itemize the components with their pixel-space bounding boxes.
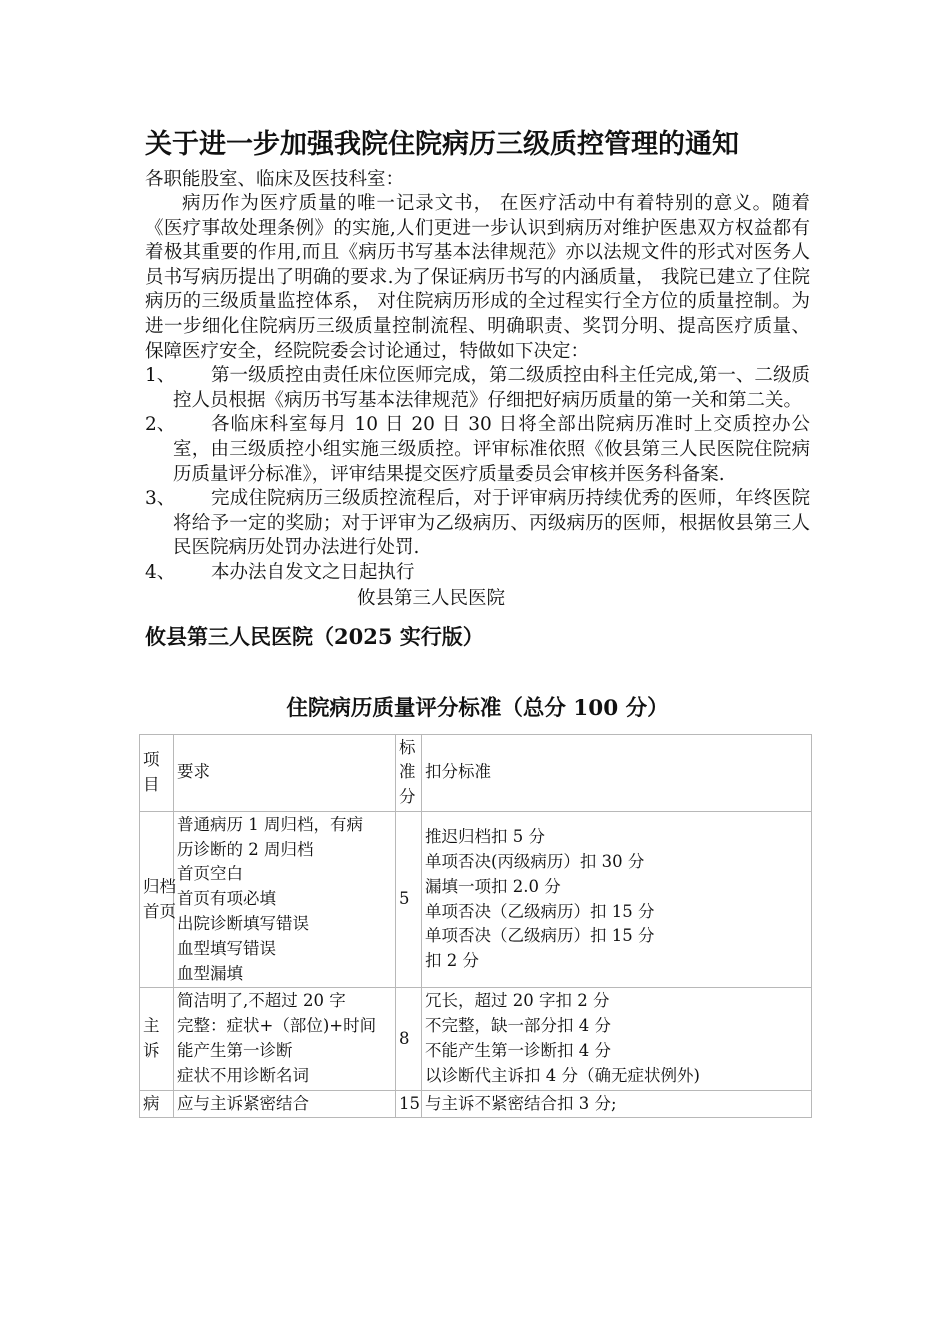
item-text: 本办法自发文之日起执行	[211, 561, 415, 583]
list-item	[145, 413, 810, 487]
scoring-table	[139, 734, 812, 1119]
item-number: 3、	[145, 488, 176, 510]
item-text: 第一级质控由责任床位医师完成，第二级质控由科主任完成,第一、二级质控人员根据《病历书写基本法律规范》仔细把好病历质量的第一关和第二关。	[173, 365, 810, 411]
header-deduction: 扣分标准	[422, 734, 812, 811]
row-deductions: 推迟归档扣 5 分 单项否决(丙级病历）扣 30 分 漏填一项扣 2.0 分 单项否决（乙级病历）扣 15 分 单项否决（乙级病历）扣 15 分 扣 2 分	[422, 811, 812, 988]
table-title: 住院病历质量评分标准（总分 100 分）	[286, 695, 669, 721]
notice-title: 关于进一步加强我院住院病历三级质控管理的通知	[145, 129, 739, 160]
list-item	[145, 561, 810, 586]
row-requirements: 普通病历 1 周归档，有病 历诊断的 2 周归档 首页空白 首页有项必填 出院诊断填写错误 血型填写错误 血型漏填	[174, 811, 396, 988]
list-item	[145, 364, 810, 413]
header-project: 项目	[140, 734, 174, 811]
row-deductions: 与主诉不紧密结合扣 3 分;	[422, 1090, 812, 1118]
table-row	[140, 1090, 812, 1118]
header-requirement: 要求	[174, 734, 396, 811]
table-row	[140, 988, 812, 1090]
list-item	[145, 487, 810, 561]
row-standard: 8	[396, 988, 422, 1090]
item-number: 4、	[145, 561, 176, 583]
intro-paragraph: 病历作为医疗质量的唯一记录文书， 在医疗活动中有着特别的意义。随着《医疗事故处理条例》的实施,人们更进一步认识到病历对维护医患双方权益都有着极其重要的作用,而且《病历书写基本法律规范》亦以法规文件的形式对医务人员书写病历提出了明确的要求.为了保证病历书写的内涵质量， 我院已建立了住院病历的三级质量监控体系， 对住院病历形成的全过程实行全方位的质量控制。为进一步细化住院病历三级质量控制流程、明确职责、奖罚分明、提高医疗质量、保障医疗安全，经院院委会讨论通过，特做如下决定：	[145, 193, 810, 362]
org-title: 攸县第三人民医院（2025 实行版）	[145, 623, 484, 649]
item-number: 1、	[145, 365, 176, 387]
row-project: 病	[140, 1090, 174, 1118]
row-standard: 15	[396, 1090, 422, 1118]
row-project: 主 诉	[140, 988, 174, 1090]
header-standard: 标 准 分	[396, 734, 422, 811]
item-text: 完成住院病历三级质控流程后，对于评审病历持续优秀的医师，年终医院将给予一定的奖励；对于评审为乙级病历、丙级病历的医师，根据攸县第三人民医院病历处罚办法进行处罚.	[173, 488, 810, 559]
salutation: 各职能股室、临床及医技科室：	[145, 169, 405, 190]
table-row	[140, 811, 812, 988]
row-deductions: 冗长，超过 20 字扣 2 分 不完整，缺一部分扣 4 分 不能产生第一诊断扣 4 分 以诊断代主诉扣 4 分（确无症状例外)	[422, 988, 812, 1090]
decision-list	[145, 364, 810, 585]
row-project: 归档 首页	[140, 811, 174, 988]
row-requirements: 简洁明了,不超过 20 字 完整：症状+（部位)+时间 能产生第一诊断 症状不用诊断名词	[174, 988, 396, 1090]
signer: 攸县第三人民医院	[357, 587, 506, 609]
document-page	[145, 128, 810, 1118]
table-header-row	[140, 734, 812, 811]
item-number: 2、	[145, 414, 176, 436]
item-text: 各临床科室每月 10 日 20 日 30 日将全部出院病历准时上交质控办公室，由三级质控小组实施三级质控。评审标准依照《攸县第三人民医院住院病历质量评分标准》，评审结果提交医疗质量委员会审核并医务科备案.	[173, 414, 810, 485]
row-standard: 5	[396, 811, 422, 988]
row-requirements: 应与主诉紧密结合	[174, 1090, 396, 1118]
